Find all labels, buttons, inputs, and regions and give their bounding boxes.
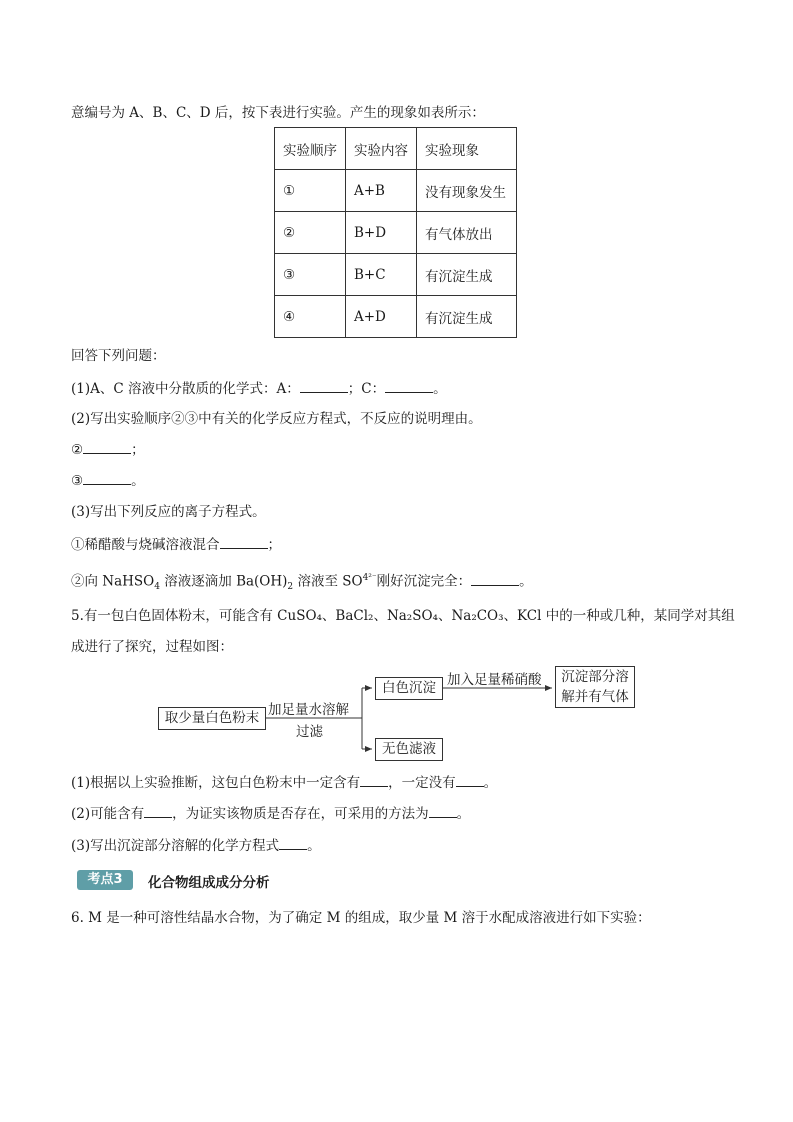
q5-stem-line2: 成进行了探究，过程如图： — [71, 639, 233, 655]
answer-blank[interactable] — [360, 773, 388, 787]
flow-step-label: 过滤 — [296, 724, 323, 740]
q5-part2: (2)可能含有 ，为证实该物质是否存在，可采用的方法为 。 — [71, 806, 471, 822]
table-cell: B+C — [346, 254, 417, 296]
table-cell: A+D — [346, 296, 417, 338]
table-cell: ② — [275, 212, 346, 254]
q5-part3: (3)写出沉淀部分溶解的化学方程式 。 — [71, 838, 321, 854]
section-title: 化合物组成成分分析 — [148, 875, 270, 891]
table-cell: 有沉淀生成 — [417, 254, 517, 296]
sulfate-charge: 4²⁻ — [362, 573, 377, 583]
table-cell: ③ — [275, 254, 346, 296]
q5-stem-line1: 5.有一包白色固体粉末，可能含有 CuSO₄、BaCl₂、Na₂SO₄、Na₂CO₃、KCl 中的一种或几种，某同学对其组 — [71, 608, 735, 624]
table-header: 实验现象 — [417, 128, 517, 170]
table-cell: 有气体放出 — [417, 212, 517, 254]
q6-stem: 6. M 是一种可溶性结晶水合物，为了确定 M 的组成，取少量 M 溶于水配成溶液进行如下实验： — [71, 910, 651, 926]
flow-start-box: 取少量白色粉末 — [158, 707, 266, 730]
flow-filtrate-box: 无色滤液 — [375, 738, 443, 761]
table-cell: B+D — [346, 212, 417, 254]
answer-blank[interactable] — [144, 804, 172, 818]
q4-part1: (1)A、C 溶液中分散质的化学式：A： ；C： 。 — [71, 381, 447, 397]
table-cell: ④ — [275, 296, 346, 338]
q4-part3-a: ①稀醋酸与烧碱溶液混合 ； — [71, 537, 281, 553]
answer-blank[interactable] — [279, 836, 307, 850]
flow-step-label: 加足量水溶解 — [268, 702, 349, 718]
table-cell: 有沉淀生成 — [417, 296, 517, 338]
table-cell: ① — [275, 170, 346, 212]
q5-part1: (1)根据以上实验推断，这包白色粉末中一定含有 ，一定没有 。 — [71, 775, 498, 791]
table-cell: A+B — [346, 170, 417, 212]
answer-prompt: 回答下列问题： — [71, 348, 166, 364]
q4-part3: (3)写出下列反应的离子方程式。 — [71, 504, 266, 520]
flow-precipitate-box: 白色沉淀 — [375, 677, 443, 700]
q4-part2: (2)写出实验顺序②③中有关的化学反应方程式，不反应的说明理由。 — [71, 411, 482, 427]
answer-blank[interactable] — [456, 773, 484, 787]
q4-part2-b: ③ 。 — [71, 473, 145, 489]
q4-part3-b: ②向 NaHSO$_4$ 溶液逐滴加 $Ba(OH)_2$ 溶液至 $SO^{4^{2-}}$刚好沉淀完全： 。 — [71, 573, 533, 593]
intro-text: 意编号为 A、B、C、D 后，按下表进行实验。产生的现象如表所示： — [71, 105, 485, 121]
table-header: 实验内容 — [346, 128, 417, 170]
q4-part2-a: ② ； — [71, 442, 145, 458]
flow-result-box: 沉淀部分溶 解并有气体 — [555, 666, 635, 708]
section-badge: 考点3 — [77, 870, 133, 890]
flow-acid-label: 加入足量稀硝酸 — [447, 672, 542, 688]
table-header: 实验顺序 — [275, 128, 346, 170]
answer-blank[interactable] — [429, 804, 457, 818]
table-cell: 没有现象发生 — [417, 170, 517, 212]
